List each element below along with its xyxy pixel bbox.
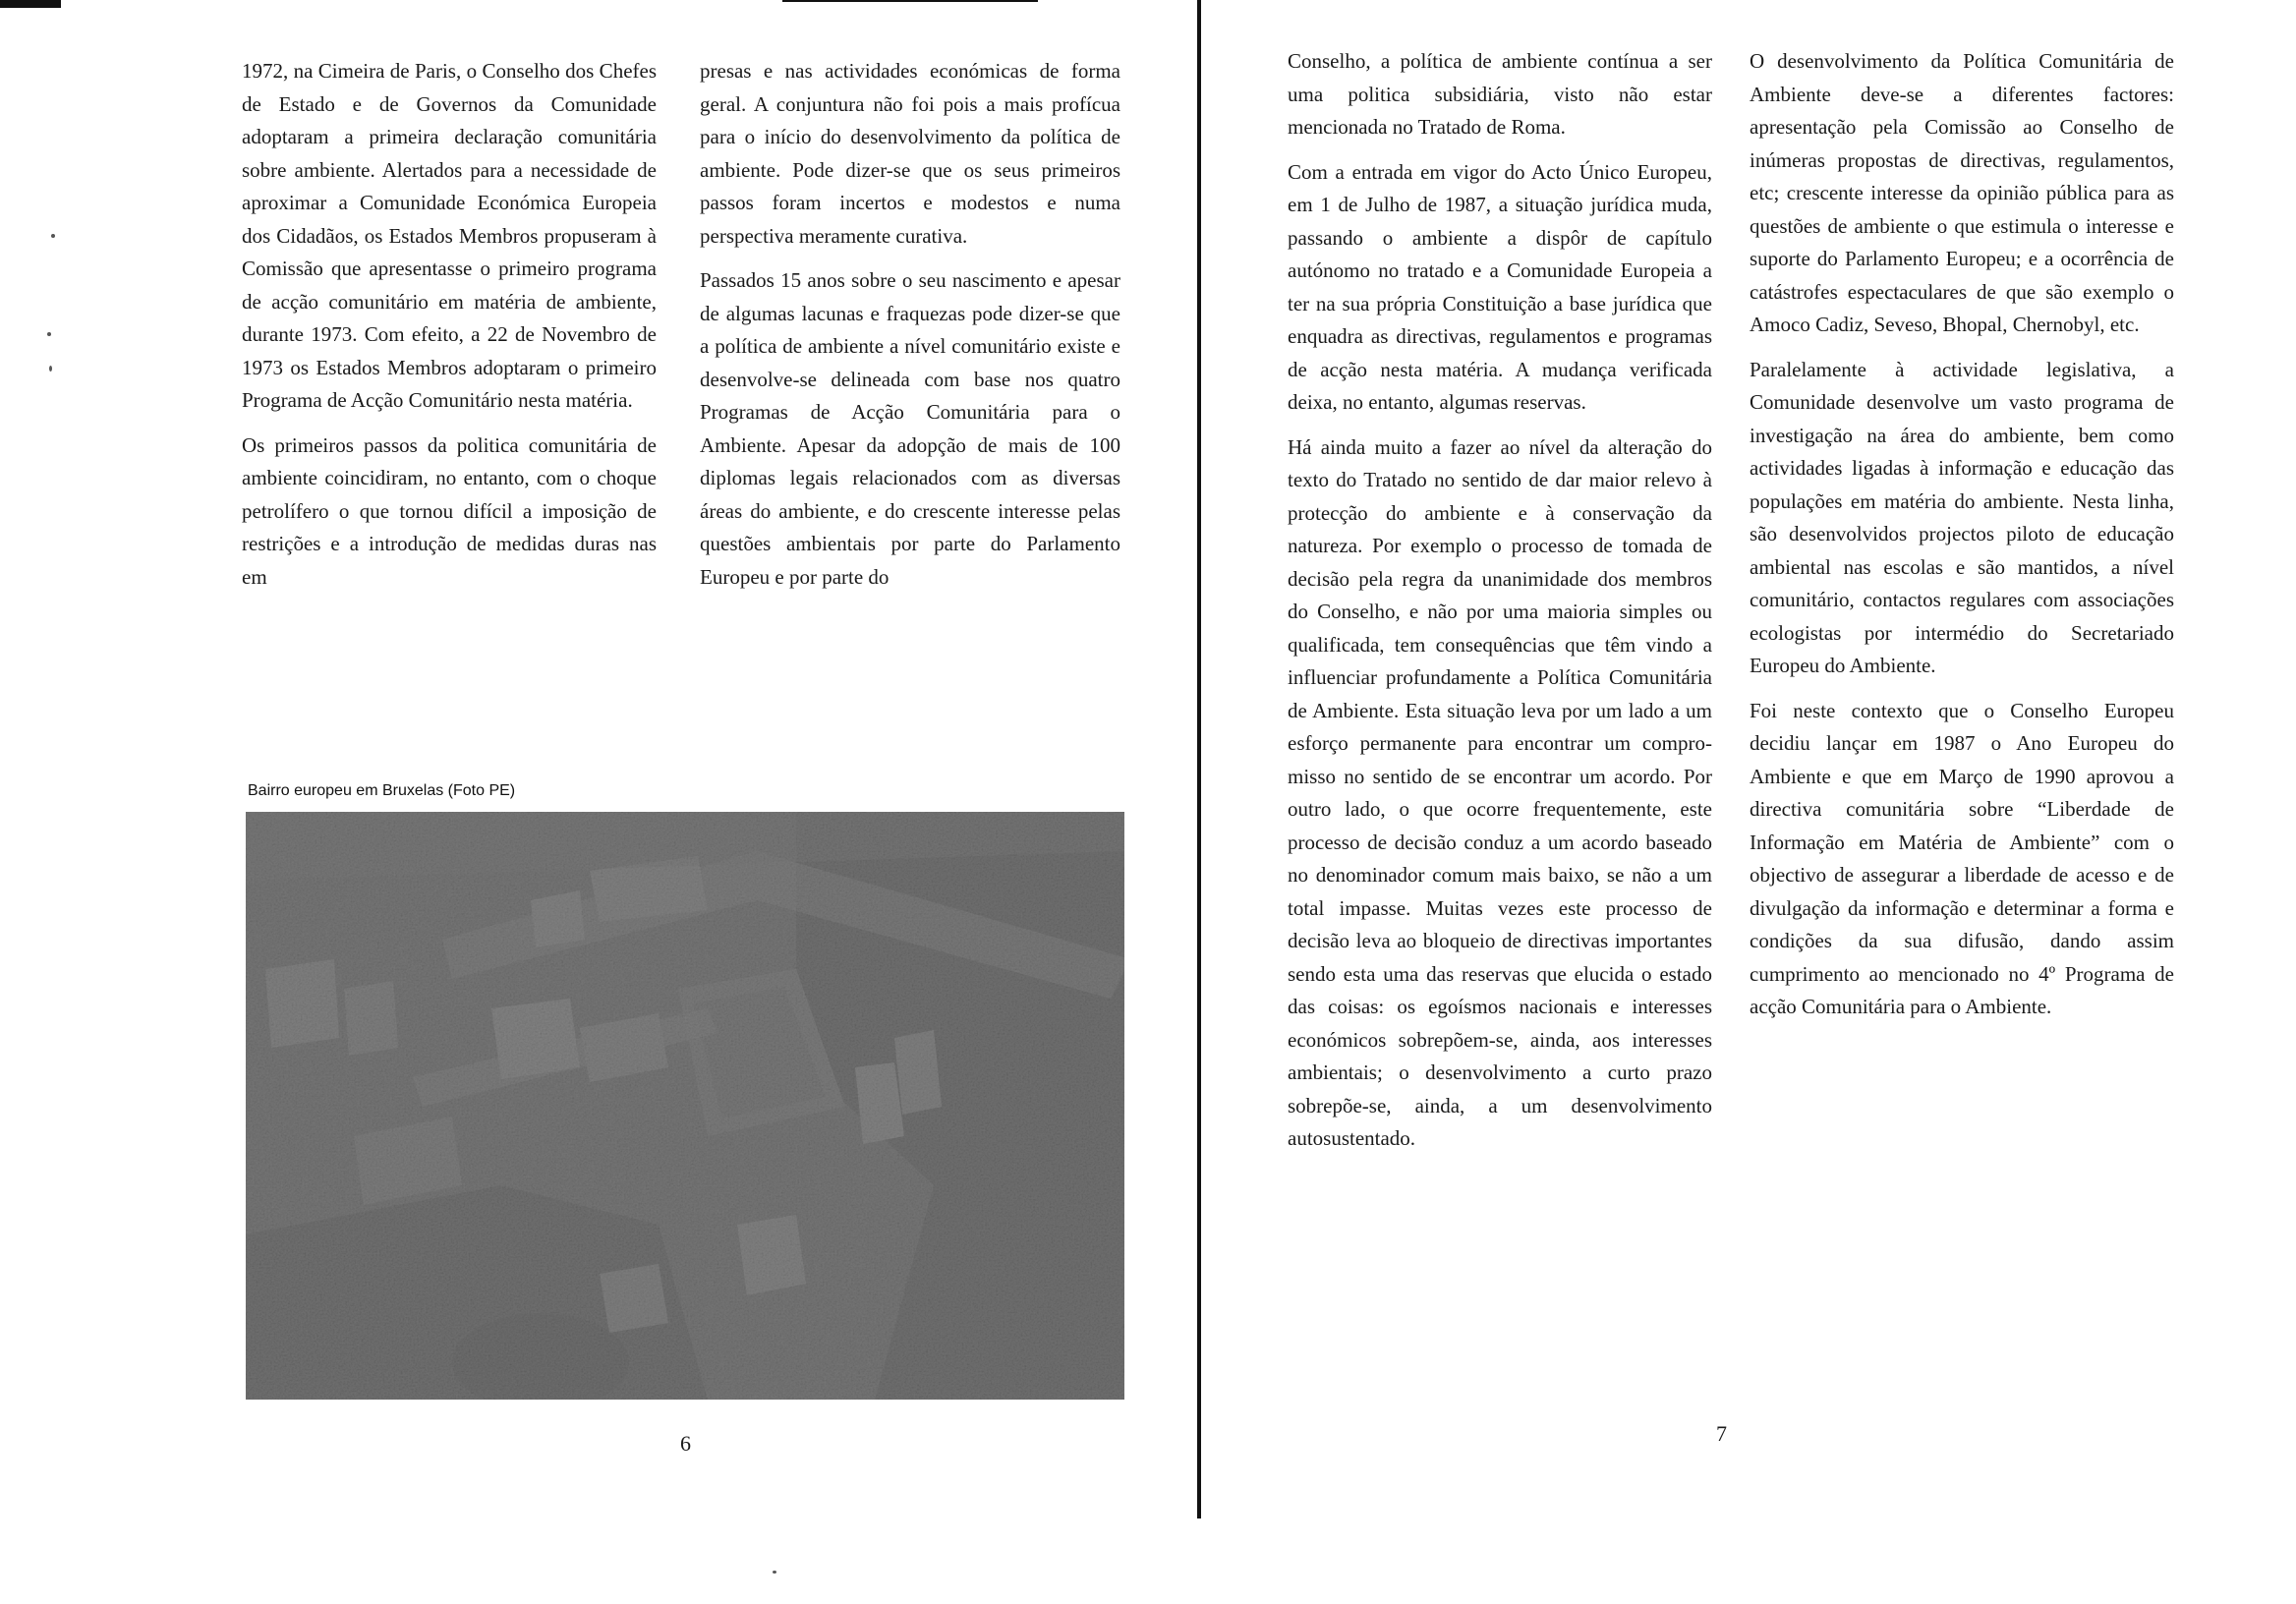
photo-caption: Bairro europeu em Bruxelas (Foto PE) — [248, 782, 516, 799]
page-number-right: 7 — [1716, 1421, 1727, 1446]
paragraph: Com a entrada em vigor do Acto Único Europeu, em 1 de Julho de 1987, a situação jurídica muda, passando o ambiente a dispôr de capítulo autónomo no tratado e a Comunidade Europeia a ter na sua própria Constituição a base jurídica que enquadra as directivas, regulamentos e programas de acção nesta matéria. A mudança verificada deixa, no entanto, algumas reservas. — [1288, 159, 1712, 414]
paragraph: 1972, na Cimeira de Paris, o Conselho dos Chefes de Estado e de Governos da Comunidade adoptaram a primeira declaração comunitária sobre ambiente. Alertados para a necessidade de aproximar a Comunidade Económica Europeia dos Cidadãos, os Estados Membros propuseram à Comissão que apresentasse o primeiro programa de acção comunitário em matéria de ambiente, durante 1973. Com efeito, a 22 de Novembro de 1973 os Estados Membros adoptaram o primeiro Programa de Acção Comunitário nesta matéria. — [242, 59, 657, 412]
paragraph: O desenvolvimento da Política Comunitária de Ambiente deve-se a diferentes factores: apresentação pela Comissão ao Conselho de inúmeras propostas de directivas, regulamentos, etc; crescente interesse da opinião pública para as questões de ambiente o que estimula o interesse e suporte do Parlamento Europeu; e a ocorrência de catástrofes espectaculares de que são exemplo o Amoco Cadiz, Seveso, Bhopal, Chernobyl, etc. — [1750, 49, 2174, 336]
paragraph: Foi neste contexto que o Conselho Europeu decidiu lançar em 1987 o Ano Europeu do Ambiente e que em Março de 1990 aprovou a directiva comunitária sobre “Liberdade de Informação em Matéria de Ambiente” com o objectivo de assegurar a liberdade de acesso e de divulgação da informação e determinar a forma e condições da sua difusão, dando assim cumprimento ao mencionado no 4º Programa de acção Comunitária para o Ambiente. — [1750, 698, 2174, 1018]
aerial-photo-brussels — [246, 812, 1124, 1400]
right-page-column-2 — [1750, 45, 2174, 1036]
left-page-column-2 — [700, 55, 1120, 605]
page-number-left: 6 — [680, 1431, 691, 1456]
paragraph: Passados 15 anos sobre o seu nascimento e apesar de algumas lacunas e fraquezas pode dizer-se que a política de ambiente a nível comunitário existe e desenvolve-se delineada com base nos quatro Programas de Acção Comunitária para o Ambiente. Apesar da adopção de mais de 100 diplomas legais relacionados com as diversas áreas do ambiente, e do crescente interesse pelas questões ambientais por parte do Parlamento Europeu e por parte do — [700, 268, 1120, 589]
right-page-column-1 — [1288, 45, 1712, 1168]
paragraph: presas e nas actividades económicas de forma geral. A conjuntura não foi pois a mais profícua para o início do desenvolvimento da política de ambiente. Pode dizer-se que os seus primeiros passos foram incertos e modestos e numa perspectiva meramente curativa. — [700, 59, 1120, 248]
paragraph: Paralelamente à actividade legislativa, a Comunidade desenvolve um vasto programa de investigação na área do ambiente, bem como actividades ligadas à informação e educação das populações em matéria do ambiente. Nesta linha, são desenvolvidos projectos piloto de educação ambiental nas escolas e são mantidos, a nível comunitário, contactos regulares com associações ecologistas por intermédio do Secretariado Europeu do Ambiente. — [1750, 357, 2174, 677]
paragraph: Conselho, a política de ambiente contínua a ser uma politica subsidiária, visto não estar mencionada no Tratado de Roma. — [1288, 49, 1712, 139]
left-page-column-1 — [242, 55, 657, 605]
paragraph: Os primeiros passos da politica comunitária de ambiente coincidiram, no entanto, com o choque petrolífero o que tornou difícil a imposição de restrições e a introdução de medidas duras nas em — [242, 432, 657, 589]
aerial-photo-image — [246, 812, 1124, 1400]
paragraph: Há ainda muito a fazer ao nível da alteração do texto do Tratado no sentido de dar maior relevo à protecção do ambiente e à conservação da natureza. Por exemplo o processo de tomada de decisão pela regra da unanimidade dos membros do Conselho, e não por uma maioria simples ou qualificada, tem consequências que têm vindo a influenciar profundamente a Política Comunitária de Ambiente. Esta situação leva por um lado a um esforço permanente para encontrar um compromisso no sentido de se encontrar um acordo. Por outro lado, o que ocorre frequentemente, este processo de decisão conduz a um acordo baseado no denominador comum mais baixo, se não a um total impasse. Muitas vezes este processo de decisão leva ao bloqueio de directivas importantes sendo esta uma das reservas que elucida o estado das coisas: os egoísmos nacionais e interesses económicos sobrepõem-se, ainda, aos interesses ambientais; o desenvolvimento a curto prazo sobrepõe-se, ainda, a um desenvolvimento autosustentado. — [1288, 434, 1712, 1150]
